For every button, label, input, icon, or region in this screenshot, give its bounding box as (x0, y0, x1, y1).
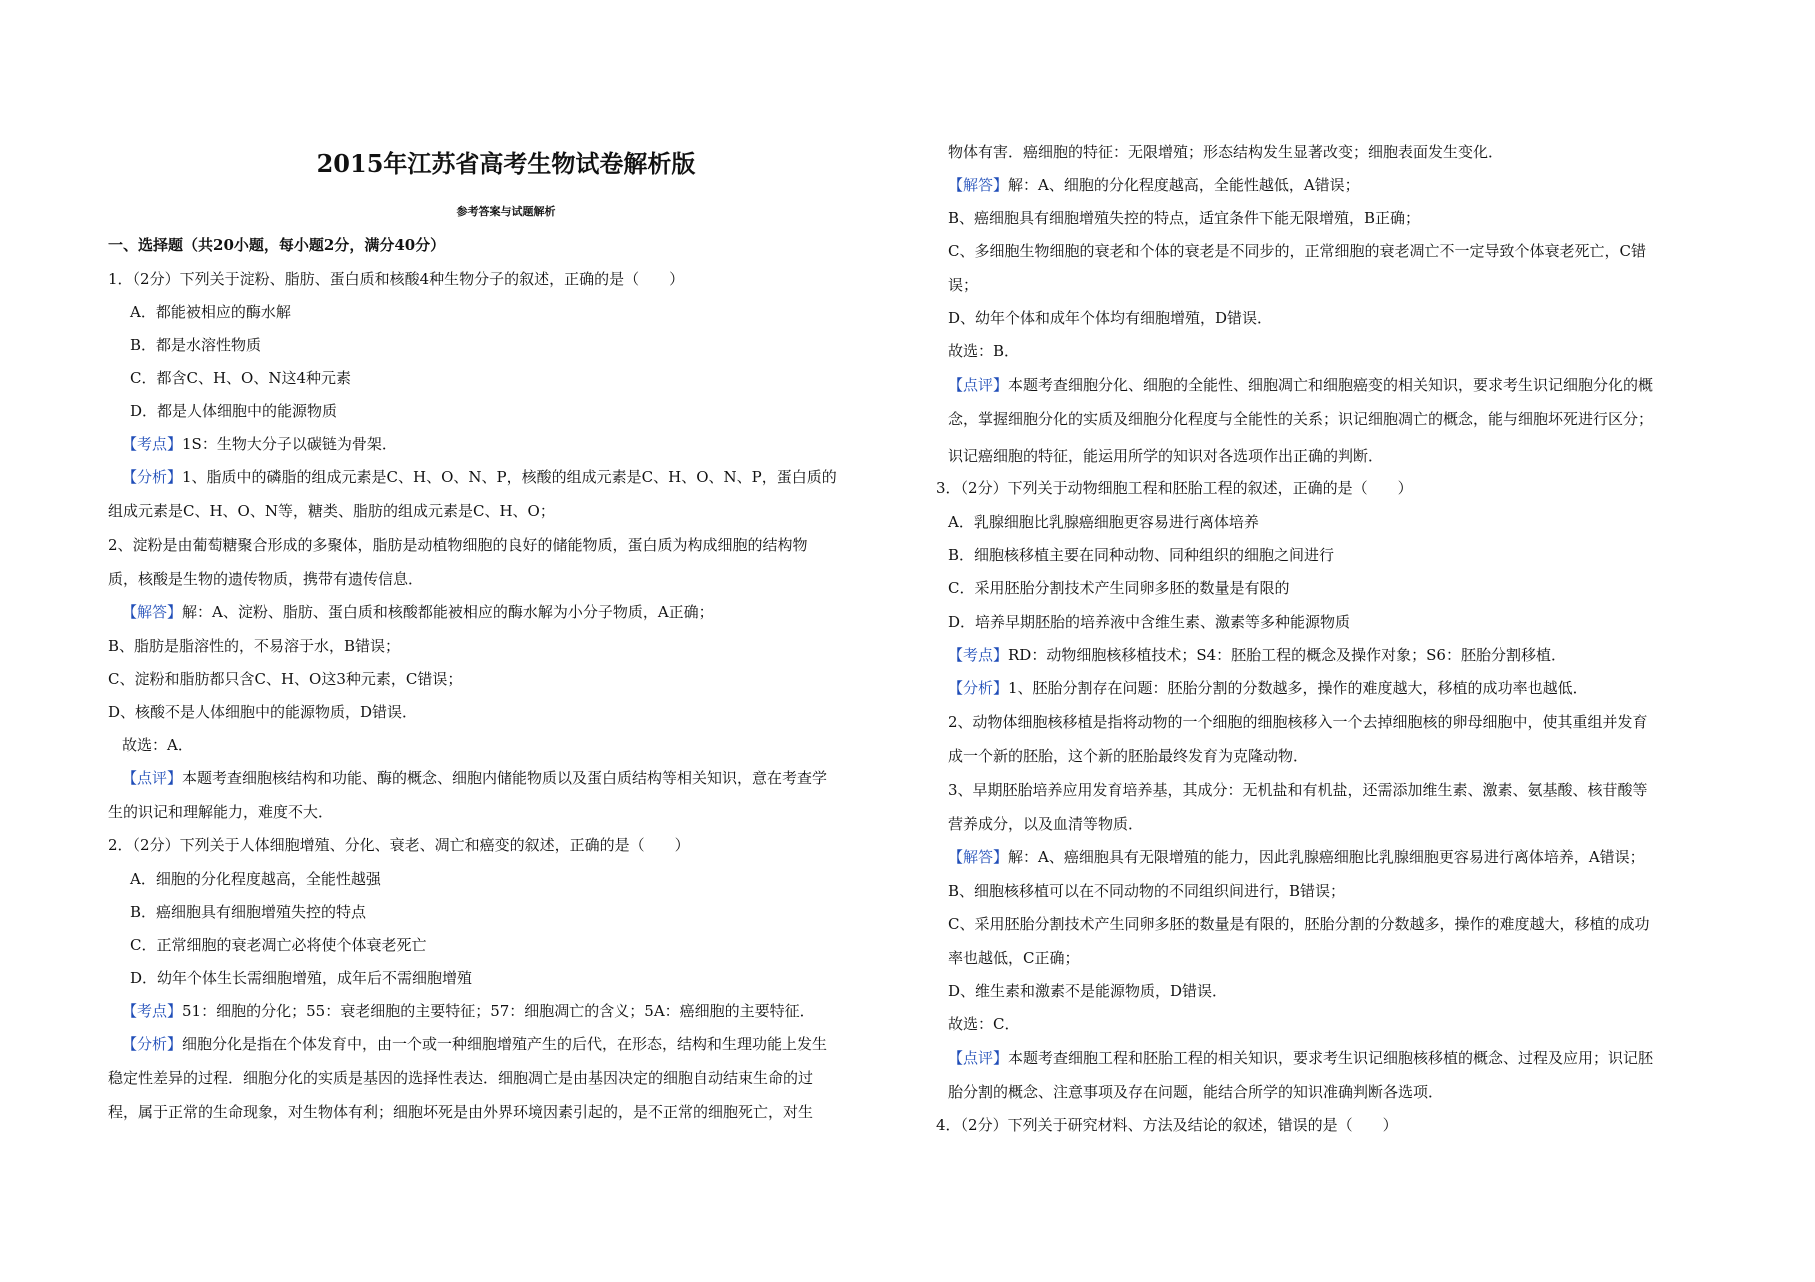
q1-jieda-line-2: B、脂肪是脂溶性的，不易溶于水，B错误； (108, 637, 401, 655)
q2-fenxi-line-4: 物体有害．癌细胞的特征：无限增殖；形态结构发生显著改变；细胞表面发生变化． (948, 143, 1504, 161)
q1-jieda-line-1: 解：A、淀粉、脂肪、蛋白质和核酸都能被相应的酶水解为小分子物质，A正确； (182, 603, 714, 621)
left-column (108, 0, 904, 1282)
question-2-option-a: A．细胞的分化程度越高，全能性越强 (130, 870, 381, 888)
question-2-option-b: B．癌细胞具有细胞增殖失控的特点 (130, 903, 367, 921)
q2-fenxi (122, 1034, 827, 1054)
page-title: 2015年江苏省高考生物试卷解析版 (316, 149, 696, 178)
q1-fenxi-line-3: 2、淀粉是由葡萄糖聚合形成的多聚体，脂肪是动植物细胞的良好的储能物质，蛋白质为构成细胞的结构物 (108, 536, 808, 554)
q2-dianping-line-2: 念，掌握细胞分化的实质及细胞分化程度与全能性的关系；识记细胞凋亡的概念，能与细胞坏死进行区分； (948, 410, 1654, 428)
q1-dianping (122, 768, 827, 788)
question-3-option-b: B．细胞核移植主要在同种动物、同种组织的细胞之间进行 (948, 546, 1335, 564)
q1-fenxi-line-2: 组成元素是C、H、O、N等，糖类、脂肪的组成元素是C、H、O； (108, 502, 555, 520)
jieda-tag: 【解答】 (122, 603, 183, 621)
fenxi-tag: 【分析】 (122, 468, 183, 486)
q3-jieda-line-3: C、采用胚胎分割技术产生同卵多胚的数量是有限的，胚胎分割的分数越多，操作的难度越大，移植的成功 (948, 915, 1650, 933)
q3-fenxi-line-3: 成一个新的胚胎，这个新的胚胎最终发育为克隆动物． (948, 747, 1309, 765)
question-1-option-c: C．都含C、H、O、N这4种元素 (130, 369, 352, 387)
q2-jieda-line-2: B、癌细胞具有细胞增殖失控的特点，适宜条件下能无限增殖，B正确； (948, 209, 1421, 227)
dianping-tag: 【点评】 (948, 376, 1009, 394)
question-3-option-c: C．采用胚胎分割技术产生同卵多胚的数量是有限的 (948, 579, 1290, 597)
dianping-tag: 【点评】 (122, 769, 183, 787)
q3-jieda-line-1: 解：A、癌细胞具有无限增殖的能力，因此乳腺癌细胞比乳腺细胞更容易进行离体培养，A错误； (1008, 848, 1645, 866)
q2-kaodian (122, 1001, 815, 1021)
q1-fenxi (122, 467, 837, 487)
q3-jieda-line-2: B、细胞核移植可以在不同动物的不同组织间进行，B错误； (948, 882, 1346, 900)
kaodian-tag: 【考点】 (122, 1002, 183, 1020)
question-1-option-a: A．都能被相应的酶水解 (130, 303, 291, 321)
question-3-option-d: D．培养早期胚胎的培养液中含维生素、激素等多种能源物质 (948, 613, 1351, 631)
kaodian-tag: 【考点】 (122, 435, 183, 453)
q2-answer: 故选：B． (948, 342, 1020, 360)
q3-kaodian (948, 645, 1566, 665)
question-3-stem: 3．（2分）下列关于动物细胞工程和胚胎工程的叙述，正确的是（ ） (936, 479, 1413, 497)
q3-fenxi-line-5: 营养成分，以及血清等物质． (948, 815, 1144, 833)
q1-fenxi-line-1: 1、脂质中的磷脂的组成元素是C、H、O、N、P，核酸的组成元素是C、H、O、N、P，蛋白质的 (182, 468, 837, 486)
q1-kaodian (122, 434, 397, 454)
q3-fenxi-line-1: 1、胚胎分割存在问题：胚胎分割的分数越多，操作的难度越大，移植的成功率也越低． (1008, 679, 1588, 697)
q2-fenxi-line-2: 稳定性差异的过程．细胞分化的实质是基因的选择性表达．细胞凋亡是由基因决定的细胞自动结束生命的过 (108, 1069, 814, 1087)
question-4-stem: 4．（2分）下列关于研究材料、方法及结论的叙述，错误的是（ ） (936, 1116, 1398, 1134)
dianping-tag: 【点评】 (948, 1049, 1009, 1067)
q1-dianping-line-1: 本题考查细胞核结构和功能、酶的概念、细胞内储能物质以及蛋白质结构等相关知识，意在考查学 (182, 769, 828, 787)
q3-dianping-line-2: 胎分割的概念、注意事项及存在问题，能结合所学的知识准确判断各选项． (948, 1083, 1444, 1101)
jieda-tag: 【解答】 (948, 848, 1009, 866)
q1-dianping-line-2: 生的识记和理解能力，难度不大． (108, 803, 334, 821)
q1-answer: 故选：A． (122, 736, 193, 754)
q3-kaodian-text: RD：动物细胞核移植技术；S4：胚胎工程的概念及操作对象；S6：胚胎分割移植． (1008, 646, 1566, 664)
question-1-option-d: D．都是人体细胞中的能源物质 (130, 402, 338, 420)
fenxi-tag: 【分析】 (122, 1035, 183, 1053)
q2-jieda-line-4: D、幼年个体和成年个体均有细胞增殖，D错误． (948, 309, 1273, 327)
right-column (936, 0, 1732, 1282)
q2-jieda-line-3b: 误； (948, 276, 979, 294)
q3-dianping-line-1: 本题考查细胞工程和胚胎工程的相关知识，要求考生识记细胞核移植的概念、过程及应用；识记胚 (1008, 1049, 1654, 1067)
q3-answer: 故选：C． (948, 1015, 1020, 1033)
q1-kaodian-text: 1S：生物大分子以碳链为骨架． (182, 435, 397, 453)
q2-dianping-line-3: 识记癌细胞的特征，能运用所学的知识对各选项作出正确的判断． (948, 447, 1384, 465)
question-3-option-a: A．乳腺细胞比乳腺癌细胞更容易进行离体培养 (948, 513, 1259, 531)
q1-fenxi-line-4: 质，核酸是生物的遗传物质，携带有遗传信息． (108, 570, 424, 588)
question-2-option-d: D．幼年个体生长需细胞增殖，成年后不需细胞增殖 (130, 969, 473, 987)
jieda-tag: 【解答】 (948, 176, 1009, 194)
q2-jieda (948, 175, 1360, 195)
q2-jieda-line-3: C、多细胞生物细胞的衰老和个体的衰老是不同步的，正常细胞的衰老凋亡不一定导致个体衰老死亡，C错 (948, 242, 1646, 260)
q3-dianping (948, 1048, 1653, 1068)
q2-fenxi-line-3: 程，属于正常的生命现象，对生物体有利；细胞坏死是由外界环境因素引起的，是不正常的细胞死亡，对生 (108, 1103, 814, 1121)
q2-kaodian-text: 51：细胞的分化；55：衰老细胞的主要特征；57：细胞凋亡的含义；5A：癌细胞的主要特征． (182, 1002, 815, 1020)
kaodian-tag: 【考点】 (948, 646, 1009, 664)
q3-fenxi-line-4: 3、早期胚胎培养应用发育培养基，其成分：无机盐和有机盐，还需添加维生素、激素、氨基酸、核苷酸等 (948, 781, 1648, 799)
section-heading: 一、选择题（共20小题，每小题2分，满分40分） (108, 236, 446, 254)
q3-fenxi (948, 678, 1588, 698)
q2-fenxi-line-1: 细胞分化是指在个体发育中，由一个或一种细胞增殖产生的后代，在形态，结构和生理功能上发生 (182, 1035, 828, 1053)
question-2-stem: 2．（2分）下列关于人体细胞增殖、分化、衰老、凋亡和癌变的叙述，正确的是（ ） (108, 836, 690, 854)
q2-dianping (948, 375, 1653, 395)
page-subtitle: 参考答案与试题解析 (456, 205, 556, 218)
q1-jieda-line-4: D、核酸不是人体细胞中的能源物质，D错误． (108, 703, 418, 721)
q3-jieda-line-4: D、维生素和激素不是能源物质，D错误． (948, 982, 1228, 1000)
q1-jieda-line-3: C、淀粉和脂肪都只含C、H、O这3种元素，C错误； (108, 670, 463, 688)
q2-jieda-line-1: 解：A、细胞的分化程度越高，全能性越低，A错误； (1008, 176, 1360, 194)
question-2-option-c: C．正常细胞的衰老凋亡必将使个体衰老死亡 (130, 936, 427, 954)
question-1-option-b: B．都是水溶性物质 (130, 336, 262, 354)
q3-jieda-line-3b: 率也越低，C正确； (948, 949, 1080, 967)
q3-fenxi-line-2: 2、动物体细胞核移植是指将动物的一个细胞的细胞核移入一个去掉细胞核的卵母细胞中，使其重组并发育 (948, 713, 1648, 731)
q2-dianping-line-1: 本题考查细胞分化、细胞的全能性、细胞凋亡和细胞癌变的相关知识，要求考生识记细胞分化的概 (1008, 376, 1654, 394)
q1-jieda (122, 602, 714, 622)
question-1-stem: 1．（2分）下列关于淀粉、脂肪、蛋白质和核酸4种生物分子的叙述，正确的是（ ） (108, 270, 685, 288)
q3-jieda (948, 847, 1645, 867)
fenxi-tag: 【分析】 (948, 679, 1009, 697)
